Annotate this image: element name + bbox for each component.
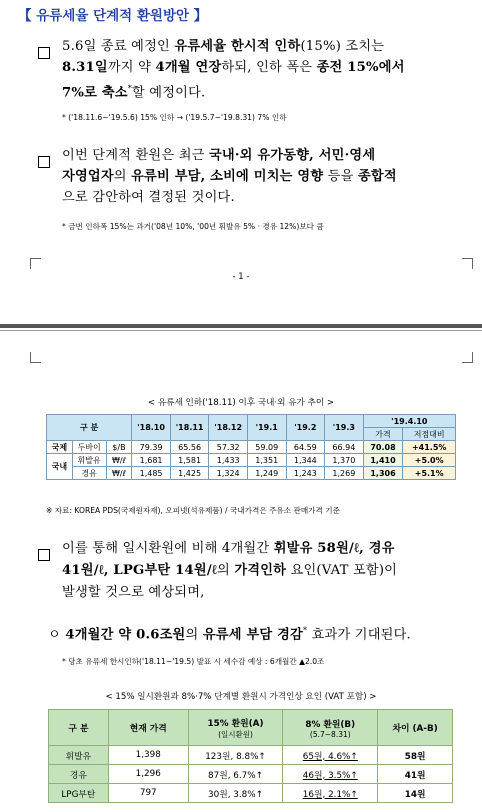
header-cell: 현재 가격: [108, 710, 188, 746]
cell: 1,269: [325, 467, 364, 480]
row-group: 국내: [47, 454, 73, 480]
cell: 1,296: [108, 765, 188, 784]
cell: 1,681: [132, 454, 171, 467]
text-bold: 종합적: [357, 169, 397, 184]
cell: 46원, 3.5%↑: [283, 765, 378, 784]
header-cell: 구 분: [49, 710, 109, 746]
latest-change: +5.0%: [403, 454, 456, 467]
cell: 87원, 6.7%↑: [188, 765, 283, 784]
table-row: [49, 765, 453, 784]
latest-change: +5.1%: [403, 467, 456, 480]
header-cell: [188, 710, 283, 746]
bullet-icon: ㅇ: [48, 627, 61, 643]
text-bold: 유류비 부담, 소비에 미치는 영향: [131, 169, 324, 184]
text: 으로 감안하여 결정된 것이다.: [62, 190, 235, 205]
row-unit: $/B: [106, 441, 132, 454]
date-header: '19.3: [325, 415, 364, 441]
table-row: [47, 467, 456, 480]
table-row: [47, 441, 456, 454]
cell: 1,351: [247, 454, 286, 467]
table2-caption: < 15% 일시환원과 8%·7% 단계별 환원시 가격인상 요인 (VAT 포함) >: [105, 692, 377, 702]
row-name: 휘발유: [49, 746, 109, 765]
paragraph-2: [62, 145, 472, 208]
row-name: 경유: [72, 467, 106, 480]
page-title: 【 유류세율 단계적 환원방안 】: [18, 8, 208, 24]
paragraph-4: ㅇ 4개월간 약 0.6조원의 유류세 부담 경감* 효과가 기대된다.: [48, 626, 411, 643]
text: 이를 통해 일시환원에 비해 4개월간: [62, 541, 274, 556]
latest-sub-header: 저점대비: [403, 428, 456, 441]
table-row: [49, 746, 453, 765]
text: 까지 약: [107, 60, 156, 75]
corner-mark: [30, 352, 41, 363]
text: 할 예정이다.: [131, 85, 206, 101]
table-row: [49, 784, 453, 803]
text-bold: 4개월 연장: [155, 60, 222, 75]
cell: 30원, 3.8%↑: [188, 784, 283, 803]
text: 의: [185, 627, 203, 643]
footnote-4: * 당초 유류세 한시인하('18.11~'19.5) 발표 시 세수감 예상 : 6개월간 ▲2.0조: [62, 657, 325, 666]
cell: 1,344: [286, 454, 325, 467]
paragraph-1: 5.6일 종료 예정인 유류세율 한시적 인하(15%) 조치는 8.31일까지 약 4개월 연장하되, 인하 폭은 종전 15%에서 7%로 축소*할 예정이다.: [62, 39, 405, 101]
date-header: '18.10: [132, 415, 171, 441]
header-sub: (일시환원): [218, 729, 253, 739]
cell: 1,370: [325, 454, 364, 467]
cell: 65.56: [170, 441, 209, 454]
cell: 59.09: [247, 441, 286, 454]
cell: 58원: [378, 746, 453, 765]
header-cell: 차이 (A-B): [378, 710, 453, 746]
cell: 797: [108, 784, 188, 803]
cell: 1,581: [170, 454, 209, 467]
corner-mark: [462, 258, 473, 269]
page-divider-line: [0, 330, 482, 331]
checkbox-icon: [38, 44, 50, 63]
corner-mark: [462, 352, 473, 363]
text-bold: 자영업자: [62, 169, 114, 184]
cell: 1,324: [209, 467, 248, 480]
text: 등을: [323, 169, 358, 184]
text-bold: 유류세 부담 경감: [202, 627, 303, 643]
text-bold: 4개월간 약 0.6조원: [65, 627, 186, 643]
header-line: 8% 환원(B): [305, 719, 356, 730]
row-name: 두바이: [72, 441, 106, 454]
text: 요인(VAT 포함)이: [286, 563, 398, 578]
header-sub: (5.7~8.31): [309, 729, 351, 739]
text: 효과가 기대된다.: [307, 627, 411, 643]
latest-price: 1,306: [363, 467, 403, 480]
latest-price: 70.08: [363, 441, 403, 454]
text-bold: 휘발유 58원/ℓ, 경유: [273, 541, 395, 556]
col-group-header: 구 분: [47, 415, 132, 441]
text-bold: 7%로 축소: [62, 85, 128, 101]
date-header: '18.11: [170, 415, 209, 441]
cell: 1,249: [247, 467, 286, 480]
latest-change: +41.5%: [403, 441, 456, 454]
cell: 66.94: [325, 441, 364, 454]
latest-price: 1,410: [363, 454, 403, 467]
cell: 1,433: [209, 454, 248, 467]
table1-caption: < 유류세 인하('18.11) 이후 국내·외 유가 추이 >: [147, 398, 335, 408]
cell: 57.32: [209, 441, 248, 454]
price-increase-table: [48, 709, 453, 803]
footnote-1: * ('18.11.6~'19.5.6) 15% 인하 → ('19.5.7~'19.8.31) 7% 인하: [62, 113, 287, 122]
text: 의: [217, 563, 235, 578]
cell: 65원, 4.6%↑: [283, 746, 378, 765]
text-bold: 가격인하: [234, 563, 287, 578]
date-header: '19.1: [247, 415, 286, 441]
header-line: 15% 환원(A): [207, 718, 264, 729]
text: 발생할 것으로 예상되며,: [62, 585, 205, 600]
text: 이번 단계적 환원은 최근: [62, 148, 209, 163]
date-header: '18.12: [209, 415, 248, 441]
oil-price-table: [46, 414, 456, 480]
text-bold: 유류세율 한시적 인하: [174, 39, 301, 54]
text-bold: 8.31일: [62, 60, 108, 75]
cell: 64.59: [286, 441, 325, 454]
text: 하되, 인하 폭은: [221, 60, 317, 75]
row-group: 국제: [47, 441, 73, 454]
cell: 14원: [378, 784, 453, 803]
table-row: [47, 454, 456, 467]
footnote-2: * 금번 인하폭 15%는 과거('08년 10%, '00년 휘발유 5% · 경유 12%)보다 큼: [62, 222, 324, 231]
text-bold: 종전 15%에서: [316, 60, 405, 75]
text-bold: 국내·외 유가동향, 서민·영세: [208, 148, 376, 163]
text-bold: 41원/ℓ, LPG부탄 14원/ℓ: [62, 563, 218, 578]
text: 의: [113, 169, 132, 184]
paragraph-3: [62, 538, 474, 604]
cell: 123원, 8.8%↑: [188, 746, 283, 765]
row-unit: ₩/ℓ: [106, 454, 132, 467]
row-name: 경유: [49, 765, 109, 784]
cell: 1,398: [108, 746, 188, 765]
table1-source: ※ 자료: KOREA PDS(국제원자재), 오피넷(석유제품) / 국내가격은 주유소 판매가격 기준: [46, 506, 340, 515]
cell: 79.39: [132, 441, 171, 454]
date-header: '19.2: [286, 415, 325, 441]
page-divider: [0, 324, 482, 328]
cell: 1,243: [286, 467, 325, 480]
checkbox-icon: [38, 153, 50, 172]
header-cell: [283, 710, 378, 746]
cell: 1,485: [132, 467, 171, 480]
cell: 41원: [378, 765, 453, 784]
corner-mark: [30, 258, 41, 269]
row-name: LPG부탄: [49, 784, 109, 803]
cell: 16원, 2.1%↑: [283, 784, 378, 803]
latest-sub-header: 가격: [363, 428, 403, 441]
latest-header: '19.4.10: [363, 415, 455, 428]
checkbox-icon: [38, 546, 50, 565]
page-number: - 1 -: [232, 272, 250, 282]
text: (15%) 조치는: [300, 39, 385, 54]
row-name: 휘발유: [72, 454, 106, 467]
row-unit: ₩/ℓ: [106, 467, 132, 480]
cell: 1,425: [170, 467, 209, 480]
text: 5.6일 종료 예정인: [62, 39, 175, 54]
